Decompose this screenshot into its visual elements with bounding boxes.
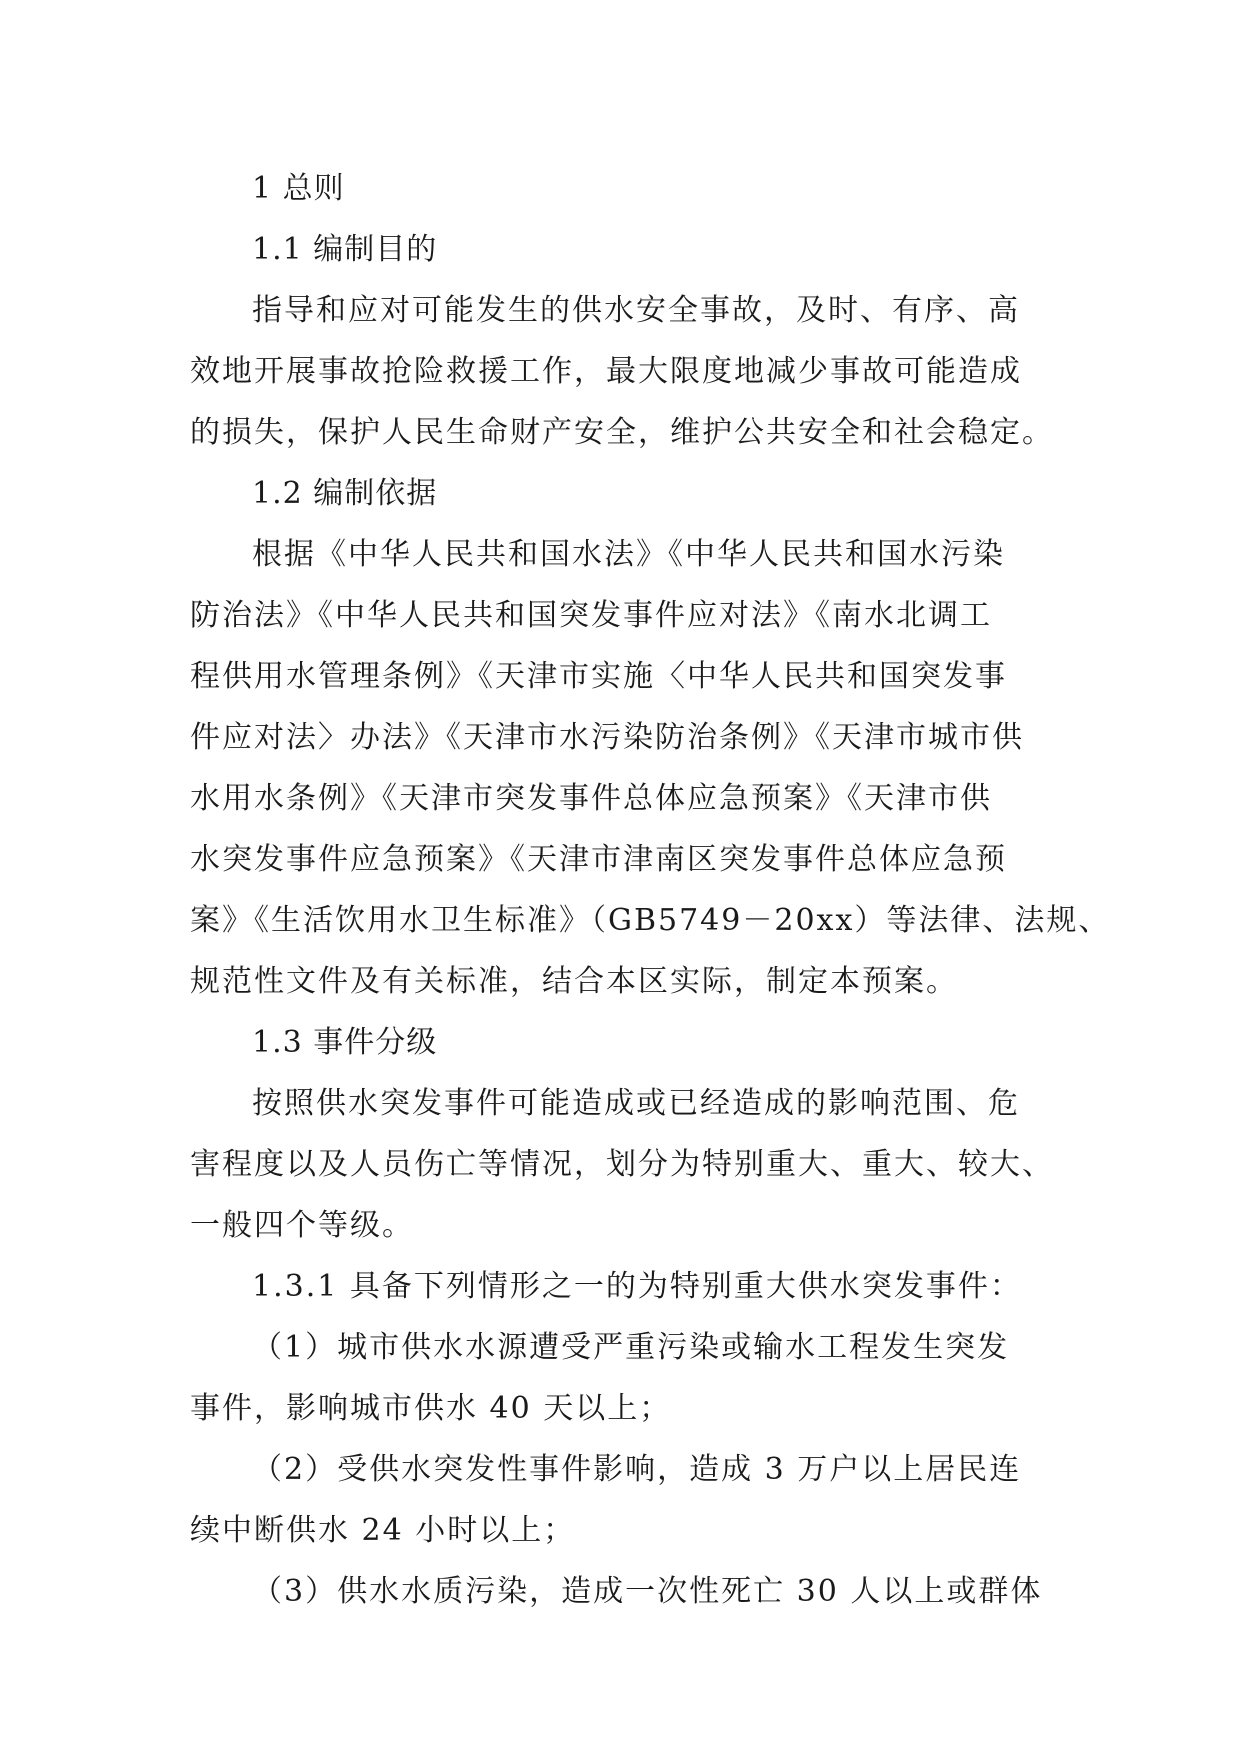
- document-body: [190, 158, 1111, 1622]
- paragraph-line: （2）受供水突发性事件影响，造成 3 万户以上居民连: [252, 1452, 1022, 1487]
- paragraph-line: 件应对法〉办法》《天津市水污染防治条例》《天津市城市供: [190, 720, 1024, 755]
- section-heading: 1.3 事件分级: [252, 1025, 438, 1060]
- section-heading: 1 总则: [252, 171, 345, 206]
- paragraph-line: 根据《中华人民共和国水法》《中华人民共和国水污染: [252, 537, 1005, 572]
- paragraph-line: 事件，影响城市供水 40 天以上；: [190, 1391, 672, 1426]
- paragraph-line: 水用水条例》《天津市突发事件总体应急预案》《天津市供: [190, 781, 992, 816]
- paragraph-line: （3）供水水质污染，造成一次性死亡 30 人以上或群体: [252, 1574, 1043, 1609]
- paragraph-line: 续中断供水 24 小时以上；: [190, 1513, 576, 1548]
- paragraph-line: 案》《生活饮用水卫生标准》（GB5749－20xx）等法律、法规、: [190, 903, 1111, 938]
- paragraph-line: 指导和应对可能发生的供水安全事故，及时、有序、高: [252, 293, 1020, 328]
- paragraph-line: 1.3.1 具备下列情形之一的为特别重大供水突发事件：: [252, 1269, 1022, 1304]
- paragraph-line: 效地开展事故抢险救援工作，最大限度地减少事故可能造成: [190, 354, 1022, 389]
- paragraph-line: 程供用水管理条例》《天津市实施〈中华人民共和国突发事: [190, 659, 1007, 694]
- paragraph-line: 规范性文件及有关标准，结合本区实际，制定本预案。: [190, 964, 958, 999]
- section-heading: 1.2 编制依据: [252, 476, 438, 511]
- paragraph-line: （1）城市供水水源遭受严重污染或输水工程发生突发: [252, 1330, 1010, 1365]
- paragraph-line: 害程度以及人员伤亡等情况，划分为特别重大、重大、较大、: [190, 1147, 1054, 1182]
- paragraph-line: 一般四个等级。: [190, 1208, 414, 1243]
- paragraph-line: 按照供水突发事件可能造成或已经造成的影响范围、危: [252, 1086, 1020, 1121]
- section-heading: 1.1 编制目的: [252, 232, 438, 267]
- paragraph-line: 防治法》《中华人民共和国突发事件应对法》《南水北调工: [190, 598, 992, 633]
- paragraph-line: 的损失，保护人民生命财产安全，维护公共安全和社会稳定。: [190, 415, 1054, 450]
- paragraph-line: 水突发事件应急预案》《天津市津南区突发事件总体应急预: [190, 842, 1007, 877]
